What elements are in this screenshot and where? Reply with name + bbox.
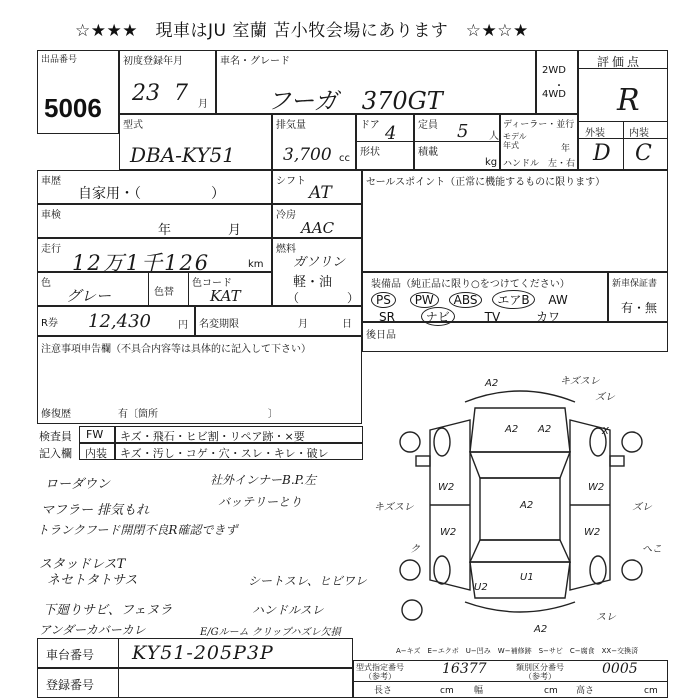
handle-label: ハンドル 左・右 [503, 159, 576, 169]
wheel-rr [590, 556, 606, 584]
capacity-unit: 人 [489, 131, 499, 142]
mark-zure-top: ズレ [595, 392, 615, 403]
shift-box [272, 170, 362, 204]
door-value: 4 [385, 123, 397, 144]
model-year-label: モデル年式 [503, 132, 527, 150]
notes-box [37, 336, 362, 424]
load-unit: kg [485, 157, 498, 168]
writer-text-box [115, 443, 363, 460]
spare-tire [402, 600, 422, 620]
mark-a2-front: A2 [485, 378, 499, 389]
mark-kaku-left: ク [410, 544, 420, 555]
shape-label: 形状 [360, 147, 380, 158]
inspector-label: 検査員 [39, 430, 72, 443]
mileage-box [37, 238, 272, 275]
int-grade: C [635, 141, 652, 166]
equipment-label: 装備品（純正品に限り○をつけてください） [371, 279, 570, 290]
fuel-value2: 軽・油 [293, 275, 333, 290]
car-hood [470, 408, 570, 452]
dim-length-unit: cm [440, 686, 454, 696]
note-1: ローダウン [45, 477, 111, 492]
reg-label: 登録番号 [46, 678, 95, 692]
fuel-box [272, 238, 362, 306]
mark-a2-rear: A2 [534, 624, 548, 635]
first-reg-box [119, 50, 216, 114]
wheel-fl [434, 428, 450, 456]
car-name-label: 車名・グレード [220, 56, 290, 67]
car-rear-window [470, 540, 570, 562]
recycle-box [37, 306, 195, 336]
note-4: スタッドレスT [39, 557, 126, 572]
writer-interior-text: 内装 [85, 447, 107, 460]
equip-navi: ナビ [421, 307, 455, 326]
dealer-box [500, 114, 578, 170]
fuel-paren: （ ） [287, 291, 360, 305]
car-name-box [216, 50, 536, 114]
aircon-label: 冷房 [276, 210, 296, 221]
history-value: 自家用・（ ） [78, 186, 225, 202]
tire-fl [400, 432, 420, 452]
rear-seat-box [362, 322, 668, 352]
mark-w2-right-front: W2 [588, 482, 605, 493]
mileage-label: 走行 [41, 244, 61, 255]
name-change-month: 月 [298, 319, 308, 330]
warranty-value: 有・無 [621, 301, 658, 315]
car-windshield [470, 452, 570, 478]
mark-kizu-zure-top: キズスレ [560, 376, 600, 387]
shift-label: シフト [276, 176, 306, 187]
inspector-row [37, 426, 362, 444]
mark-kizu-zure-left: キズスレ [374, 502, 414, 513]
mark-a2-hood-r: A2 [538, 424, 552, 435]
sales-point-box [362, 170, 668, 272]
warranty-label: 新車保証書 [612, 279, 658, 289]
writer-text: キズ・汚し・コゲ・穴・スレ・キレ・破レ [120, 447, 329, 460]
equipment-box [362, 272, 608, 322]
color-change-label: 色替 [154, 287, 174, 298]
car-front-bumper [465, 391, 575, 402]
door-label: ドア [360, 120, 380, 131]
spec-row [353, 660, 668, 698]
first-reg-year: 23 [132, 81, 160, 106]
equip-leather: カワ [536, 310, 561, 324]
spec-label: 型式指定番号 [356, 663, 404, 672]
shift-value: AT [309, 183, 332, 203]
color-label: 色 [41, 278, 51, 289]
ext-grade: D [593, 141, 611, 166]
writer-interior [79, 443, 115, 460]
writer-row [37, 443, 362, 461]
header-title: ☆★★★ 現車はJU 室蘭 苫小牧会場にあります ☆★☆★ [75, 21, 529, 41]
name-change-label: 名変期限 [199, 319, 239, 330]
equip-pw: PW [410, 292, 439, 308]
equip-tv: TV [484, 310, 501, 324]
recycle-label: R券 [41, 318, 58, 329]
drive-2wd: 2WD [542, 65, 566, 76]
car-left-mirror [416, 456, 430, 466]
dim-height: 高さ [576, 686, 595, 696]
inspection-month-unit: 月 [228, 223, 242, 238]
inspector-text-box [115, 426, 363, 443]
disp-value: 3,700 [283, 145, 332, 165]
model-value: DBA-KY51 [130, 143, 235, 167]
history-box [37, 170, 272, 204]
repair-label: 修復歴 [41, 409, 71, 420]
name-change-box [195, 306, 362, 336]
spec-value: 16377 [442, 661, 487, 677]
right-note-2: バッテリーとり [218, 495, 303, 509]
disp-label: 排気量 [276, 120, 306, 131]
mileage-value: 12万1千126 [72, 251, 211, 275]
aircon-box [272, 204, 362, 238]
lot-number: 5006 [44, 93, 102, 123]
note-6: 下廻りサビ、フェヌラ [43, 603, 173, 618]
inspection-year-unit: 年 [158, 223, 172, 238]
disp-unit: cc [339, 153, 350, 164]
history-label: 車歴 [41, 176, 61, 187]
inspector-fw-text: FW [86, 428, 104, 441]
warranty-box [608, 272, 668, 322]
lot-label: 出品番号 [41, 55, 78, 65]
inspection-label: 車検 [41, 210, 61, 221]
recycle-unit: 円 [178, 320, 188, 331]
note-2: マフラー 排気もれ [41, 503, 150, 518]
spec-sub: （参考） [364, 672, 396, 681]
note-3: トランクフード開閉不良R確認できず [37, 523, 238, 537]
mark-a2-roof: A2 [520, 500, 534, 511]
drive-box [536, 50, 578, 114]
inspector-fw [79, 426, 115, 443]
repair-value: 有〔箇所 〕 [118, 409, 278, 420]
mark-a2-hood-l: A2 [505, 424, 519, 435]
grade-box [578, 50, 668, 170]
color-value: グレー [66, 287, 112, 305]
car-rear-bumper [465, 602, 575, 612]
class-sub: （参考） [524, 672, 556, 681]
color-code: KAT [210, 287, 241, 305]
dim-width: 幅 [474, 686, 484, 696]
mileage-unit: km [248, 259, 264, 270]
drive-sep: ・ [554, 81, 564, 92]
capacity-label: 定員 [418, 120, 438, 131]
equip-ps: PS [371, 292, 396, 308]
capacity-box [414, 114, 500, 170]
dim-height-unit: cm [644, 686, 658, 696]
equip-abs: ABS [449, 292, 483, 308]
color-box [37, 272, 272, 306]
car-damage-diagram [370, 360, 670, 640]
right-note-5: E/Gルーム クリップハズレ欠損 [200, 627, 341, 638]
first-reg-month: 7 [174, 81, 188, 106]
first-reg-label: 初度登録年月 [123, 56, 183, 67]
ext-label: 外装 [585, 128, 605, 139]
tire-fr [622, 432, 642, 452]
first-reg-month-unit: 月 [198, 99, 208, 110]
grade-value: R [617, 83, 640, 118]
tire-rr [622, 560, 642, 580]
class-value: 0005 [602, 661, 638, 677]
sales-point-label: セールスポイント（正常に機能するものに限ります） [366, 177, 606, 188]
fuel-value1: ガソリン [293, 255, 346, 270]
model-year-unit: 年 [561, 144, 571, 154]
aircon-value: AAC [301, 219, 335, 237]
right-note-3: シートスレ、ヒビワレ [248, 574, 367, 588]
note-5: ネセトタトサス [47, 573, 138, 588]
note-7: アンダーカバーカレ [39, 623, 146, 637]
model-label: 型式 [123, 120, 143, 131]
class-label: 類別区分番号 [516, 663, 564, 672]
equip-sr: SR [379, 310, 395, 324]
tire-rl [400, 560, 420, 580]
mark-x-fr: X [602, 426, 609, 437]
inspection-box [37, 204, 272, 238]
right-note-1: 社外インナーB.P.左 [210, 473, 317, 487]
right-note-4: ハンドルスレ [252, 603, 324, 617]
mark-suvu-rear: スレ [596, 612, 616, 623]
drive-4wd: 4WD [542, 89, 566, 100]
car-name-value: フーガ 370GT [267, 87, 443, 115]
equip-aw: AW [548, 293, 568, 307]
door-box [356, 114, 414, 170]
diagram-legend: A−キズ E−エクボ U−凹み W−補修跡 S−サビ C−腐食 XX−交換済 [396, 647, 639, 655]
model-box [119, 114, 272, 170]
mark-zure-right: ズレ [632, 502, 652, 513]
writer-label: 記入欄 [39, 447, 72, 460]
lot-box [37, 50, 119, 134]
reg-row [37, 668, 353, 698]
name-change-day: 日 [342, 319, 352, 330]
dim-width-unit: cm [544, 686, 558, 696]
grade-label: 評価点 [597, 55, 643, 69]
mark-u1: U1 [520, 572, 534, 583]
fuel-label: 燃料 [276, 244, 296, 255]
capacity-value: 5 [457, 121, 469, 142]
mark-w2-left-rear: W2 [440, 527, 457, 538]
wheel-rl [434, 556, 450, 584]
mark-w2-left-front: W2 [438, 482, 455, 493]
notes-label: 注意事項申告欄（不具合内容等は具体的に記入して下さい） [41, 344, 311, 355]
chassis-label: 車台番号 [46, 648, 95, 662]
mark-hetta-right: へこ [642, 544, 662, 555]
dealer-label: ディーラー・並行 [503, 120, 575, 130]
disp-box [272, 114, 356, 170]
mark-u2: U2 [474, 582, 488, 593]
chassis-row [37, 638, 353, 668]
dim-length: 長さ [374, 686, 393, 696]
inspector-text: キズ・飛石・ヒビ割・リペア跡・×要 [120, 430, 305, 443]
color-code-label: 色コード [192, 278, 232, 289]
load-label: 積載 [418, 147, 438, 158]
car-right-mirror [610, 456, 624, 466]
mark-w2-right-rear: W2 [584, 527, 601, 538]
int-label: 内装 [629, 128, 649, 139]
recycle-value: 12,430 [88, 311, 151, 332]
rear-seat-label: 後日品 [366, 330, 396, 341]
chassis-value: KY51-205P3P [132, 642, 274, 664]
equip-airbag: エアB [492, 290, 534, 309]
